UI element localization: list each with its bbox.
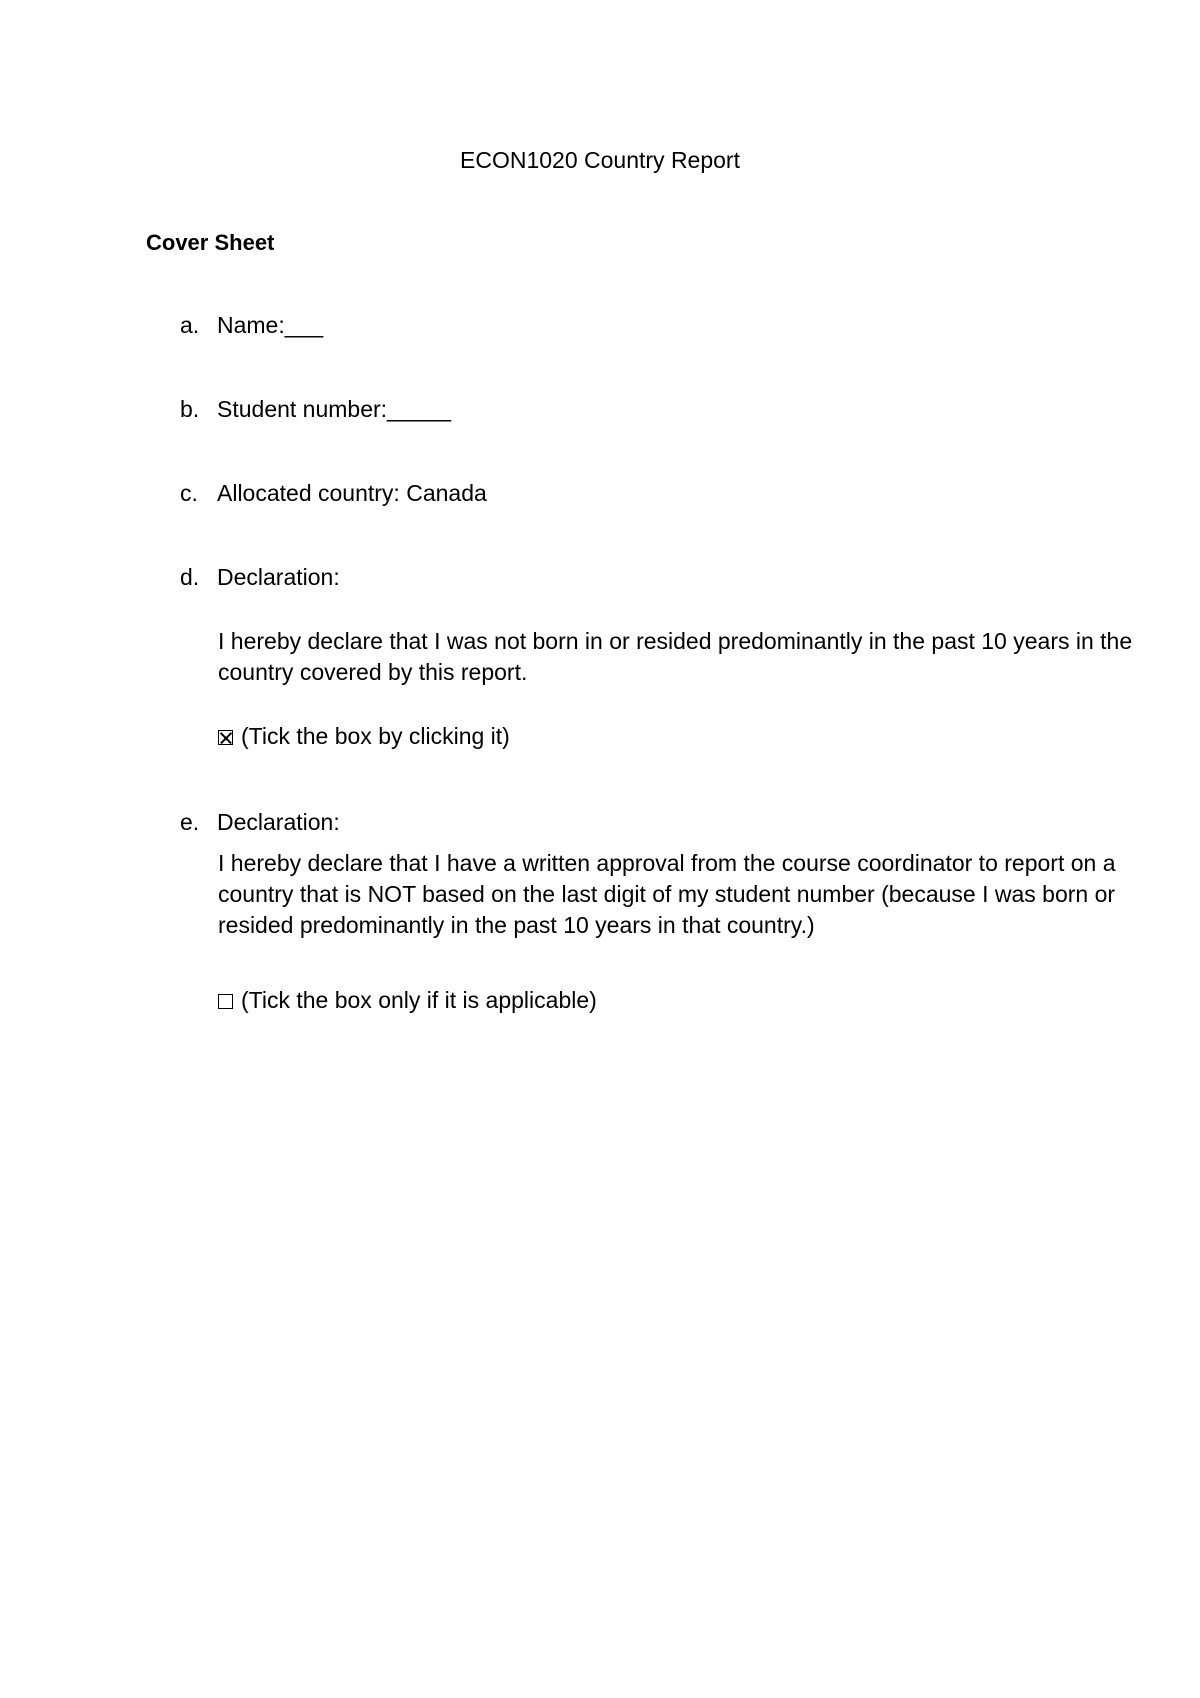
checkbox-label: (Tick the box by clicking it) bbox=[241, 723, 510, 749]
declaration-heading: Declaration: bbox=[217, 809, 340, 835]
list-marker: b. bbox=[180, 396, 200, 422]
declaration-d-checkbox[interactable] bbox=[218, 730, 233, 745]
list-marker: e. bbox=[180, 809, 200, 835]
list-item-declaration-d bbox=[180, 563, 340, 591]
student-number-field-label: Student number:_____ bbox=[217, 396, 452, 422]
declaration-e-paragraph: I hereby declare that I have a written approval from the course coordinator to report on a country that is NOT based on the last digit of my student number (because I was born or resided predominantly in the past 10 years in that country.) bbox=[218, 850, 1116, 938]
list-item-student-number bbox=[180, 395, 451, 423]
document-title: ECON1020 Country Report bbox=[460, 147, 740, 173]
declaration-heading: Declaration: bbox=[217, 564, 340, 590]
declaration-e-checkbox[interactable] bbox=[218, 994, 233, 1009]
list-item-allocated-country bbox=[180, 479, 487, 507]
list-item-name bbox=[180, 311, 323, 339]
declaration-d-paragraph: I hereby declare that I was not born in or resided predominantly in the past 10 years in the country covered by this report. bbox=[218, 628, 1133, 685]
declaration-d-tick-line bbox=[218, 722, 510, 750]
declaration-e-tick-line bbox=[218, 986, 597, 1014]
allocated-country-text: Allocated country: Canada bbox=[217, 480, 487, 506]
name-field-label: Name:___ bbox=[217, 312, 324, 338]
list-marker: a. bbox=[180, 312, 200, 338]
checkbox-label: (Tick the box only if it is applicable) bbox=[241, 987, 597, 1013]
list-marker: d. bbox=[180, 564, 200, 590]
list-marker: c. bbox=[180, 480, 198, 506]
list-item-declaration-e bbox=[180, 808, 340, 836]
section-heading-cover-sheet: Cover Sheet bbox=[146, 230, 275, 255]
